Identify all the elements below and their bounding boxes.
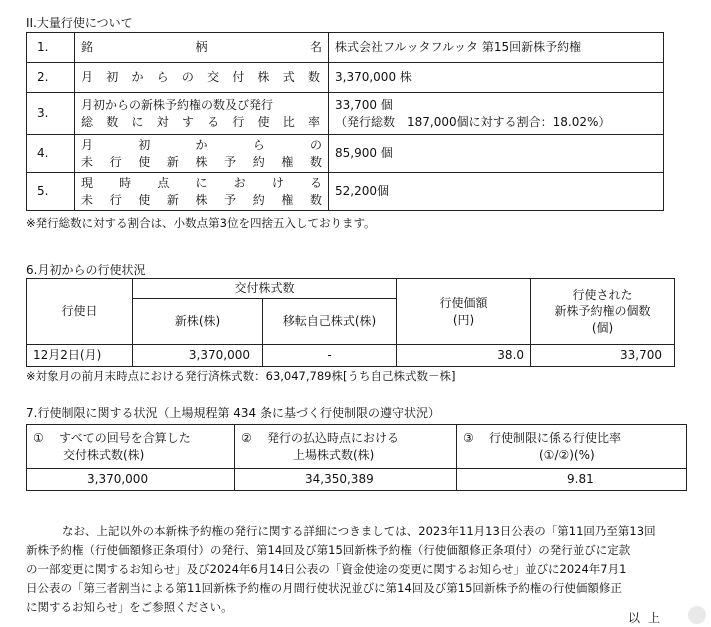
circled-number: ③ — [463, 431, 474, 446]
table-header-row — [27, 279, 675, 299]
header-listed-shares-line1 — [241, 430, 450, 446]
header-exercise-price — [397, 279, 531, 345]
row-value — [329, 93, 664, 135]
row-number: 3. — [27, 93, 75, 135]
row-value-line1: 33,700 個 — [335, 98, 393, 113]
row-label-line1: 月 初 か ら の — [81, 138, 322, 153]
table-row — [27, 135, 664, 173]
header-exercise-ratio-line2: (①/②)(%) — [539, 447, 595, 462]
header-total-delivered-line2: 交付株式数(株) — [63, 447, 145, 462]
circled-number: ② — [241, 431, 252, 446]
header-listed-shares-line2: 上場株式数(株) — [293, 447, 375, 462]
closing-line: に関するお知らせ」をご参照ください。 — [26, 600, 233, 614]
header-exercise-ratio — [457, 425, 687, 469]
closing-line: 新株予約権（行使価額修正条項付）の発行、第14回及び第15回新株予約権（行使価額修正条項付）の発行並びに定款 — [26, 543, 631, 557]
row-label — [75, 173, 329, 211]
header-text: すべての回号を合算した — [59, 431, 191, 446]
row-value: 株式会社フルッタフルッタ 第15回新株予約権 — [329, 33, 664, 63]
table-row — [27, 345, 675, 367]
table-row — [27, 173, 664, 211]
cell-treasury-shares: - — [263, 345, 397, 367]
closing-paragraph — [26, 522, 686, 617]
row-label-line1: 現 時 点 に お け る — [81, 176, 322, 191]
cell-listed-shares: 34,350,389 — [235, 469, 457, 491]
closing-line: 日公表の「第三者割当による第11回新株予約権の月間行使状況並びに第14回及び第15回新株予約権の行使価額修正 — [26, 581, 622, 595]
table-header-row — [27, 425, 687, 469]
row-number: 4. — [27, 135, 75, 173]
header-exercised-count-line2: 新株予約権の個数 — [554, 304, 651, 319]
header-total-delivered-line1 — [33, 430, 228, 446]
header-delivered-shares: 交付株式数 — [133, 279, 397, 299]
row-label-line1: 月初からの新株予約権の数及び発行 — [81, 98, 274, 113]
cell-exercise-ratio: 9.81 — [457, 469, 687, 491]
row-label: 月初からの交付株式数 — [75, 63, 329, 93]
row-value-line2: （発行総数 187,000個に対する割合：18.02%） — [335, 114, 611, 129]
row-number: 2. — [27, 63, 75, 93]
header-exercise-ratio-line1 — [463, 430, 680, 446]
table-row — [27, 63, 664, 93]
section6-note: ※対象月の前月末時点における発行済株式数：63,047,789株[うち自己株式数－株] — [26, 369, 456, 383]
header-treasury-shares: 移転自己株式(株) — [263, 299, 397, 345]
section7-title: 7.行使制限に関する状況（上場規程第 434 条に基づく行使制限の遵守状況） — [26, 406, 440, 420]
exercise-restriction-table — [26, 424, 687, 491]
bulk-exercise-table — [26, 32, 664, 211]
header-exercised-count-line3: (個) — [591, 320, 614, 335]
header-exercise-price-line1: 行使価額 — [439, 296, 488, 311]
circled-number: ① — [33, 431, 44, 446]
section6-title: 6.月初からの行使状況 — [26, 263, 146, 277]
header-text: 行使制限に係る行使比率 — [489, 431, 622, 446]
row-label — [75, 93, 329, 135]
header-total-delivered — [27, 425, 235, 469]
header-exercised-count-line1: 行使された — [572, 288, 633, 303]
cell-count: 33,700 — [531, 345, 675, 367]
table-row — [27, 469, 687, 491]
row-value: 3,370,000 株 — [329, 63, 664, 93]
header-new-shares: 新株(株) — [133, 299, 263, 345]
closing-line: なお、上記以外の本新株予約権の発行に関する詳細につきましては、2023年11月13日公表の「第11回乃至第13回 — [62, 524, 656, 538]
row-value: 52,200個 — [329, 173, 664, 211]
cell-price: 38.0 — [397, 345, 531, 367]
row-label — [75, 135, 329, 173]
row-label-line2: 未行使新株予約権数 — [81, 192, 322, 207]
section2-note: ※発行総数に対する割合は、小数点第3位を四捨五入しております。 — [26, 216, 376, 230]
table-row — [27, 93, 664, 135]
header-listed-shares — [235, 425, 457, 469]
header-exercised-count — [531, 279, 675, 345]
header-text: 発行の払込時点における — [267, 431, 400, 446]
closing-line: の一部変更に関するお知らせ」及び2024年6月14日公表の「資金使途の変更に関するお知らせ」並びに2024年7月1 — [26, 562, 627, 576]
row-number: 1. — [27, 33, 75, 63]
closing-end: 以上 — [628, 611, 669, 625]
row-label-line2: 総数に対する行使比率 — [81, 114, 322, 129]
section2-title: II.大量行使について — [26, 16, 133, 30]
exercise-status-table — [26, 278, 675, 367]
row-label-line2: 未行使新株予約権数 — [81, 154, 322, 169]
table-row — [27, 33, 664, 63]
row-label: 銘 柄 名 — [75, 33, 329, 63]
header-exercise-date: 行使日 — [27, 279, 133, 345]
header-exercise-price-line2: (円) — [452, 312, 475, 327]
row-value: 85,900 個 — [329, 135, 664, 173]
row-number: 5. — [27, 173, 75, 211]
cell-date: 12月2日(月) — [27, 345, 133, 367]
cell-new-shares: 3,370,000 — [133, 345, 263, 367]
pen-icon — [688, 606, 706, 624]
cell-total-delivered: 3,370,000 — [27, 469, 235, 491]
